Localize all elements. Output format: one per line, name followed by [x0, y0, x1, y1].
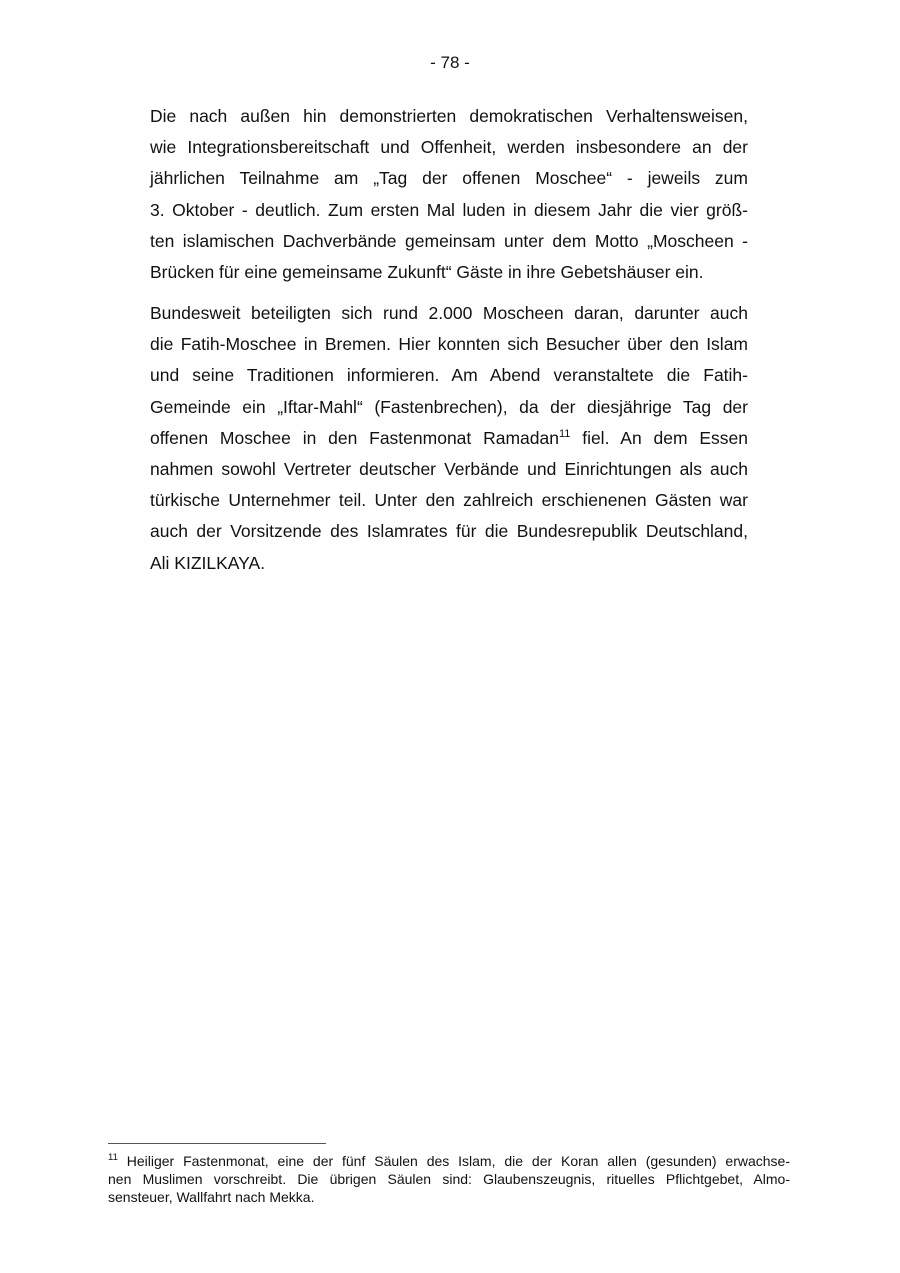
- paragraph-line: ten islamischen Dachverbände gemeinsam unter dem Motto „Moscheen -: [150, 230, 748, 251]
- paragraph-line: wie Integrationsbereitschaft und Offenheit, werden insbesondere an der: [150, 137, 748, 158]
- footnote-divider: [108, 1143, 326, 1144]
- line-text-before-ref: offenen Moschee in den Fastenmonat Ramadan: [150, 427, 559, 448]
- paragraph-line: türkische Unternehmer teil. Unter den zahlreich erschienenen Gästen war: [150, 490, 748, 511]
- paragraph-line: Brücken für eine gemeinsame Zukunft“ Gäste in ihre Gebetshäuser ein.: [150, 261, 704, 282]
- paragraph-1: [150, 101, 748, 288]
- paragraph-line: 3. Oktober - deutlich. Zum ersten Mal luden in diesem Jahr die vier größ-: [150, 199, 748, 220]
- paragraph-line: Ali KIZILKAYA.: [150, 552, 266, 573]
- paragraph-line: und seine Traditionen informieren. Am Abend veranstaltete die Fatih-: [150, 365, 748, 386]
- footnote-line: nen Muslimen vorschreibt. Die übrigen Säulen sind: Glaubenszeugnis, rituelles Pflichtgebet, Almo-: [108, 1171, 790, 1187]
- paragraph-line: jährlichen Teilnahme am „Tag der offenen Moschee“ - jeweils zum: [150, 168, 748, 189]
- line-text-after-ref: fiel. An dem Essen: [570, 427, 748, 448]
- page-number: - 78 -: [430, 53, 470, 72]
- footnote: [108, 1152, 790, 1206]
- footnote-line: [108, 1152, 790, 1170]
- footnote-number: 11: [108, 1152, 118, 1163]
- footnote-text: Heiliger Fastenmonat, eine der fünf Säulen des Islam, die der Koran allen (gesunden) erwachse-: [117, 1153, 790, 1169]
- paragraph-line: Die nach außen hin demonstrierten demokratischen Verhaltensweisen,: [150, 106, 748, 126]
- paragraph-line: nahmen sowohl Vertreter deutscher Verbände und Einrichtungen als auch: [150, 458, 748, 479]
- paragraph-line: Bundesweit beteiligten sich rund 2.000 Moscheen daran, darunter auch: [150, 303, 748, 323]
- paragraph-line: die Fatih-Moschee in Bremen. Hier konnten sich Besucher über den Islam: [150, 334, 748, 355]
- paragraph-2: [150, 298, 748, 579]
- footnote-line: sensteuer, Wallfahrt nach Mekka.: [108, 1189, 315, 1205]
- paragraph-line: Gemeinde ein „Iftar-Mahl“ (Fastenbrechen), da der diesjährige Tag der: [150, 396, 748, 417]
- paragraph-line: auch der Vorsitzende des Islamrates für die Bundesrepublik Deutschland,: [150, 521, 748, 542]
- footnote-reference[interactable]: 11: [558, 427, 571, 440]
- paragraph-line-with-footnote: [150, 423, 748, 454]
